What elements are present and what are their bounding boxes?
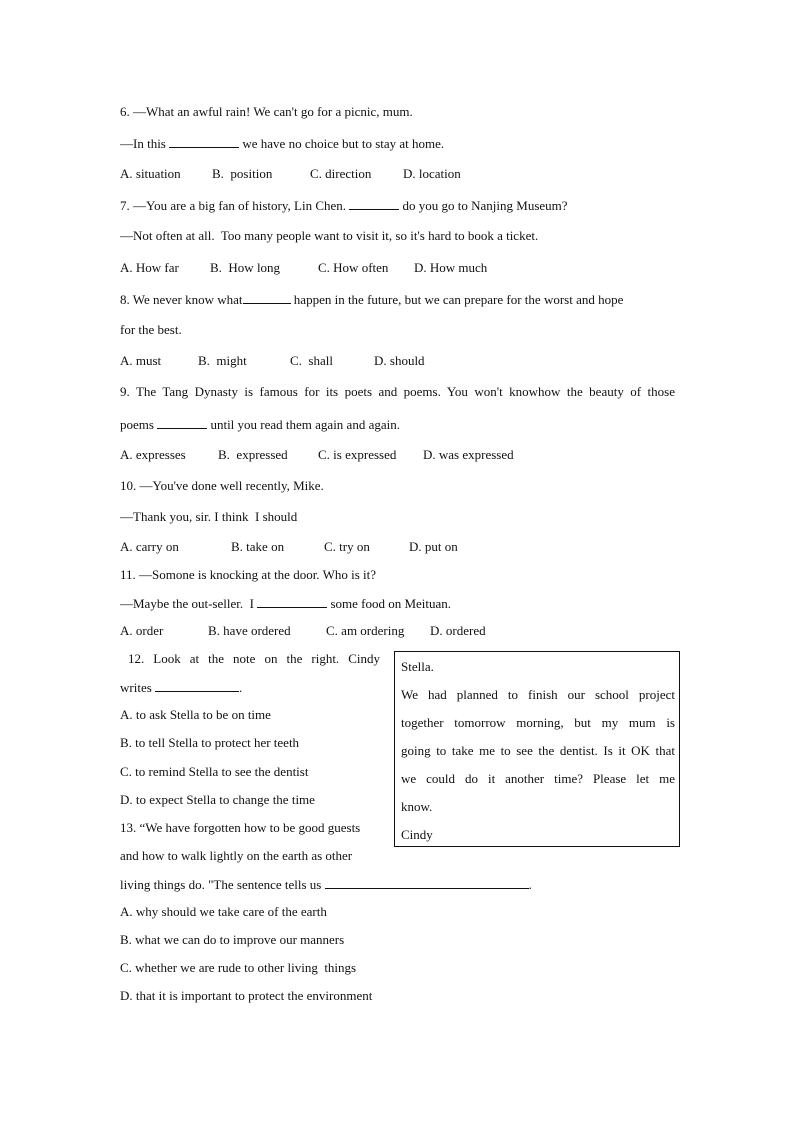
q8-stem-b: happen in the future, but we can prepare for the worst and hope bbox=[290, 292, 624, 307]
q7-option-a[interactable]: A. How far bbox=[120, 260, 179, 275]
q6-line2-b: we have no choice but to stay at home. bbox=[239, 136, 445, 151]
q9-line2 bbox=[120, 416, 400, 433]
q11-option-c[interactable]: C. am ordering bbox=[326, 623, 405, 638]
q8-option-c[interactable]: C. shall bbox=[290, 353, 333, 368]
answer-blank bbox=[169, 135, 239, 148]
q13-option-d[interactable]: D. that it is important to protect the environment bbox=[120, 988, 373, 1003]
q6-option-a[interactable]: A. situation bbox=[120, 166, 181, 181]
answer-blank bbox=[349, 197, 399, 210]
q13-line3: living things do. "The sentence tells us . bbox=[120, 877, 532, 892]
note-line: together tomorrow morning, but my mum is bbox=[401, 715, 675, 730]
q6-option-d[interactable]: D. location bbox=[403, 166, 461, 181]
q9-option-c[interactable]: C. is expressed bbox=[318, 447, 397, 462]
answer-blank bbox=[257, 595, 327, 608]
q11-option-a[interactable]: A. order bbox=[120, 623, 164, 638]
answer-blank bbox=[325, 876, 529, 889]
note-greeting: Stella. bbox=[401, 659, 434, 674]
q13-option-c[interactable]: C. whether we are rude to other living things bbox=[120, 960, 357, 975]
q12-option-b[interactable]: B. to tell Stella to protect her teeth bbox=[120, 735, 300, 750]
q11-stem: 11. —Somone is knocking at the door. Who is it? bbox=[120, 567, 377, 582]
q12-stem-line2: writes . bbox=[120, 680, 243, 695]
note-signature: Cindy bbox=[401, 827, 433, 842]
q12-stem-line2-text: writes bbox=[120, 680, 156, 695]
q10-option-b[interactable]: B. take on bbox=[231, 539, 285, 554]
note-line: we could do it another time? Please let me bbox=[401, 771, 675, 786]
q10-option-d[interactable]: D. put on bbox=[409, 539, 458, 554]
q7-stem bbox=[120, 197, 568, 214]
q8-stem-a: 8. We never know what bbox=[120, 292, 243, 307]
q7-stem-b: do you go to Nanjing Museum? bbox=[399, 198, 568, 213]
note-line: We had planned to finish our school project bbox=[401, 687, 675, 702]
q8-option-a[interactable]: A. must bbox=[120, 353, 162, 368]
note-line: going to take me to see the dentist. Is it OK that bbox=[401, 743, 675, 758]
q12-option-d[interactable]: D. to expect Stella to change the time bbox=[120, 792, 315, 807]
q12-option-a[interactable]: A. to ask Stella to be on time bbox=[120, 707, 271, 722]
q11-line2-a: —Maybe the out-seller. I bbox=[120, 596, 258, 611]
q12-option-c[interactable]: C. to remind Stella to see the dentist bbox=[120, 764, 309, 779]
q11-option-b[interactable]: B. have ordered bbox=[208, 623, 291, 638]
q6-line2 bbox=[120, 135, 444, 152]
q10-line2: —Thank you, sir. I think I should bbox=[120, 509, 298, 524]
q7-stem-a: 7. —You are a big fan of history, Lin Chen. bbox=[120, 198, 350, 213]
answer-blank bbox=[243, 291, 291, 304]
q7-option-d[interactable]: D. How much bbox=[414, 260, 488, 275]
q8-line2: for the best. bbox=[120, 322, 182, 337]
q8-option-d[interactable]: D. should bbox=[374, 353, 425, 368]
q7-option-b[interactable]: B. How long bbox=[210, 260, 281, 275]
q8-stem bbox=[120, 291, 623, 308]
answer-blank bbox=[155, 679, 239, 692]
q8-option-b[interactable]: B. might bbox=[198, 353, 247, 368]
q13-option-a[interactable]: A. why should we take care of the earth bbox=[120, 904, 327, 919]
q13-line1: 13. “We have forgotten how to be good guests bbox=[120, 820, 361, 835]
q6-option-b[interactable]: B. position bbox=[212, 166, 273, 181]
q9-stem: 9. The Tang Dynasty is famous for its poets and poems. You won't knowhow the beauty of those bbox=[120, 384, 675, 399]
q9-option-b[interactable]: B. expressed bbox=[218, 447, 288, 462]
answer-blank bbox=[157, 416, 207, 429]
q9-line2-b: until you read them again and again. bbox=[207, 417, 400, 432]
q9-option-a[interactable]: A. expresses bbox=[120, 447, 186, 462]
q6-stem: 6. —What an awful rain! We can't go for a picnic, mum. bbox=[120, 104, 413, 119]
q13-option-b[interactable]: B. what we can do to improve our manners bbox=[120, 932, 345, 947]
q11-line2 bbox=[120, 595, 451, 612]
q12-stem-line1: 12. Look at the note on the right. Cindy bbox=[128, 651, 380, 666]
q7-line2: —Not often at all. Too many people want to visit it, so it's hard to book a ticket. bbox=[120, 228, 539, 243]
note-line: know. bbox=[401, 799, 433, 814]
q10-option-c[interactable]: C. try on bbox=[324, 539, 370, 554]
q7-option-c[interactable]: C. How often bbox=[318, 260, 389, 275]
q10-option-a[interactable]: A. carry on bbox=[120, 539, 179, 554]
q6-option-c[interactable]: C. direction bbox=[310, 166, 372, 181]
q9-option-d[interactable]: D. was expressed bbox=[423, 447, 514, 462]
q13-line3-a: living things do. "The sentence tells us bbox=[120, 877, 325, 892]
q11-option-d[interactable]: D. ordered bbox=[430, 623, 486, 638]
q6-line2-a: —In this bbox=[120, 136, 170, 151]
note-box bbox=[394, 651, 680, 847]
q9-line2-a: poems bbox=[120, 417, 158, 432]
q13-line2: and how to walk lightly on the earth as other bbox=[120, 848, 353, 863]
q11-line2-b: some food on Meituan. bbox=[327, 596, 452, 611]
q10-stem: 10. —You've done well recently, Mike. bbox=[120, 478, 324, 493]
